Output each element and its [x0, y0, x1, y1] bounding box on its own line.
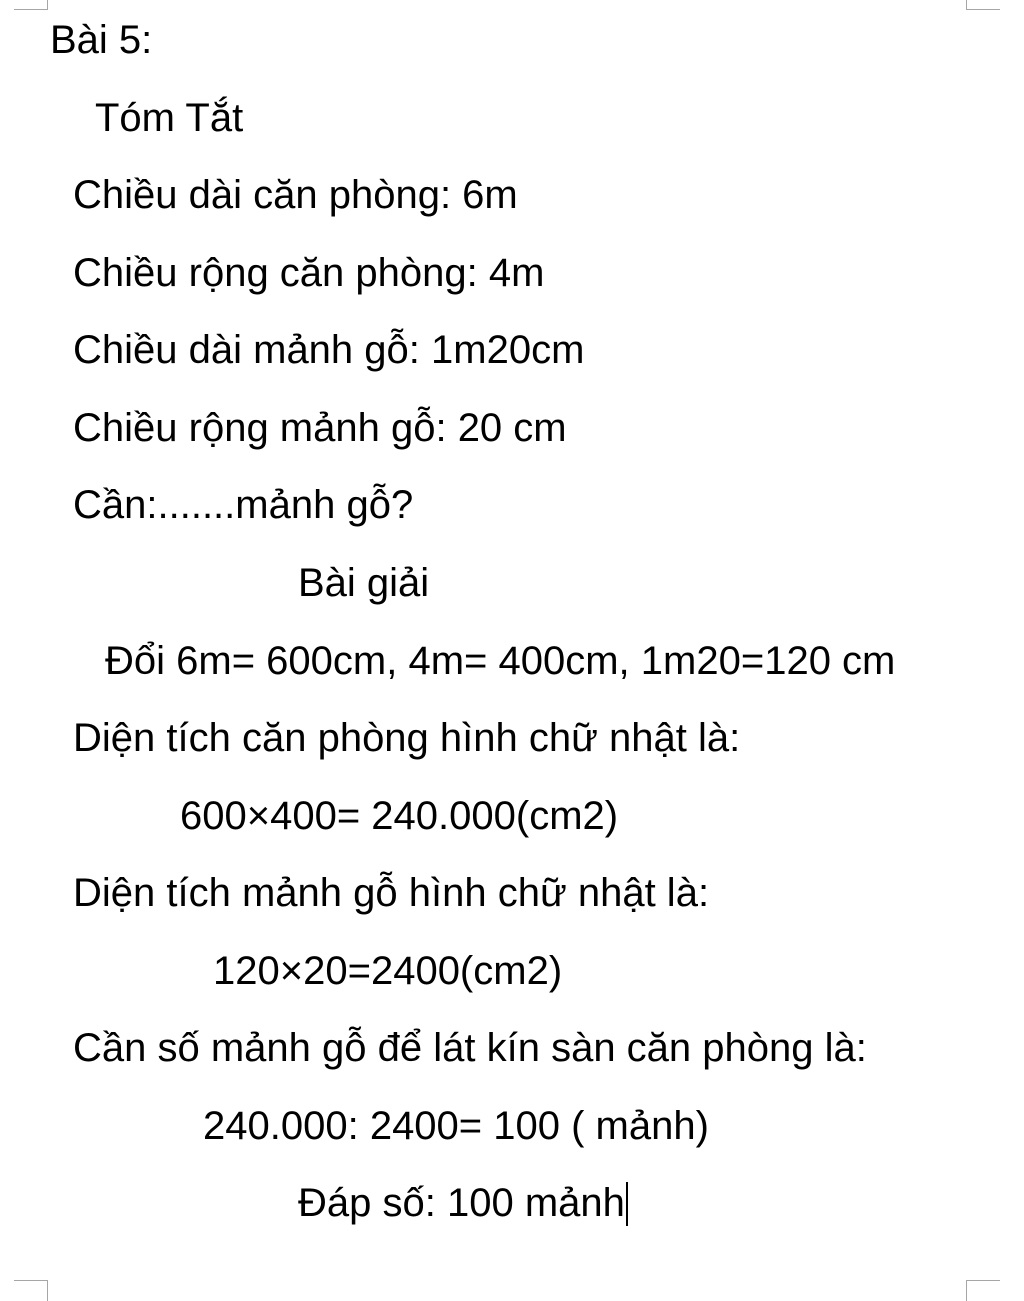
- plank-width: Chiều rộng mảnh gỗ: 20 cm: [73, 406, 567, 450]
- room-area-label: Diện tích căn phòng hình chữ nhật là:: [73, 716, 741, 760]
- question: Cần:.......mảnh gỗ?: [73, 483, 414, 527]
- planks-needed-label: Cần số mảnh gỗ để lát kín sàn căn phòng là:: [73, 1026, 867, 1070]
- corner-mark-top-right: [966, 0, 1000, 10]
- corner-mark-top-left: [14, 0, 48, 10]
- corner-mark-bottom-right: [966, 1280, 1000, 1301]
- exercise-title: Bài 5:: [50, 18, 153, 62]
- text-cursor: [626, 1182, 628, 1226]
- answer-line[interactable]: [298, 1179, 628, 1227]
- planks-needed-calc: 240.000: 2400= 100 ( mảnh): [203, 1104, 709, 1148]
- answer-text: Đáp số: 100 mảnh: [298, 1181, 625, 1225]
- plank-area-calc: 120×20=2400(cm2): [213, 949, 563, 993]
- corner-mark-bottom-left: [14, 1280, 48, 1301]
- summary-heading: Tóm Tắt: [95, 96, 244, 140]
- unit-conversion: Đổi 6m= 600cm, 4m= 400cm, 1m20=120 cm: [105, 639, 896, 683]
- room-width: Chiều rộng căn phòng: 4m: [73, 251, 545, 295]
- solution-heading: Bài giải: [298, 561, 430, 605]
- room-area-calc: 600×400= 240.000(cm2): [180, 794, 619, 838]
- room-length: Chiều dài căn phòng: 6m: [73, 173, 518, 217]
- plank-area-label: Diện tích mảnh gỗ hình chữ nhật là:: [73, 871, 710, 915]
- plank-length: Chiều dài mảnh gỗ: 1m20cm: [73, 328, 585, 372]
